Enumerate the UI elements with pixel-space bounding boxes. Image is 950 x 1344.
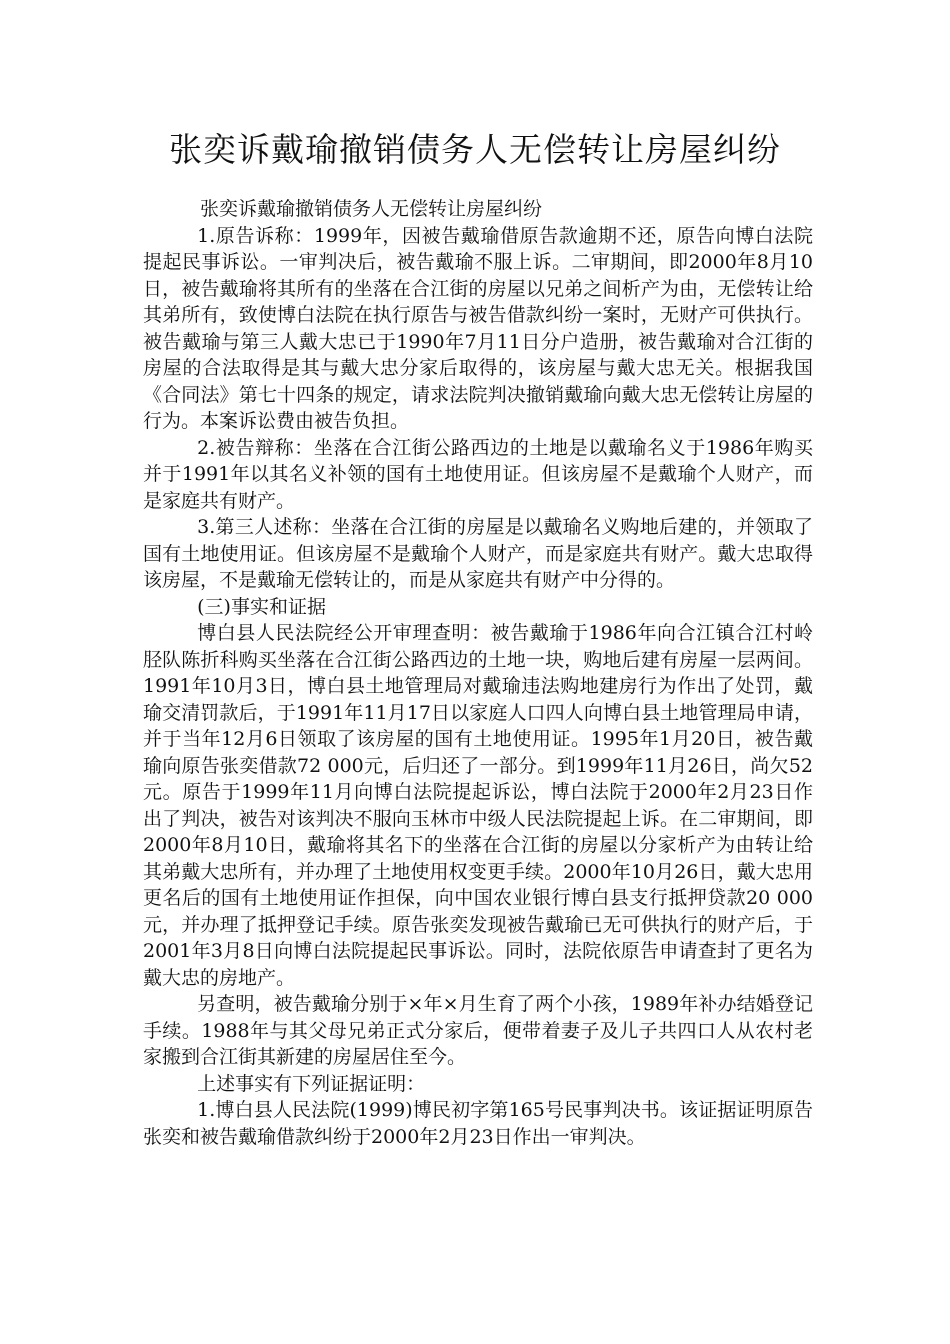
paragraph-defendant-defense: 2.被告辩称：坐落在合江街公路西边的土地是以戴瑜名义于1986年购买并于1991年以其名义补领的国有土地使用证。但该房屋不是戴瑜个人财产，而是家庭共有财产。 xyxy=(143,436,813,512)
document-body xyxy=(143,196,813,1150)
paragraph-court-findings: 博白县人民法院经公开审理查明：被告戴瑜于1986年向合江镇合江村岭胫队陈折科购买坐落在合江街公路西边的土地一块，购地后建有房屋一层两间。1991年10月3日，博白县土地管理局对戴瑜违法购地建房行为作出了处罚，戴瑜交清罚款后，于1991年11月17日以家庭人口四人向博白县土地管理局申请，并于当年12月6日领取了该房屋的国有土地使用证。1995年1月20日，被告戴瑜向原告张奕借款72 000元，后归还了一部分。到1999年11月26日，尚欠52 元。原告于1999年11月向博白法院提起诉讼，博白法院于2000年2月23日作出了判决，被告对该判决不服向玉林市中级人民法院提起上诉。在二审期间，即2000年8月10日，戴瑜将其名下的坐落在合江街的房屋以分家析产为由转让给其弟戴大忠所有，并办理了土地使用权变更手续。2000年10月26日，戴大忠用更名后的国有土地使用证作担保，向中国农业银行博白县支行抵押贷款20 000元，并办理了抵押登记手续。原告张奕发现被告戴瑜已无可供执行的财产后，于2001年3月8日向博白法院提起民事诉讼。同时，法院依原告申请查封了更名为戴大忠的房地产。 xyxy=(143,622,813,989)
paragraph-evidence-item-1: 1.博白县人民法院(1999)博民初字第165号民事判决书。该证据证明原告张奕和被告戴瑜借款纠纷于2000年2月23日作出一审判决。 xyxy=(143,1099,813,1148)
paragraph-third-party-statement: 3.第三人述称：坐落在合江街的房屋是以戴瑜名义购地后建的，并领取了国有土地使用证。但该房屋不是戴瑜个人财产，而是家庭共有财产。戴大忠取得该房屋，不是戴瑜无偿转让的，而是从家庭共有财产中分得的。 xyxy=(143,516,813,591)
paragraph-evidence-intro: 上述事实有下列证据证明： xyxy=(197,1072,426,1095)
paragraph-subtitle: 张奕诉戴瑜撤销债务人无偿转让房屋纠纷 xyxy=(200,198,543,220)
paragraph-additional-findings: 另查明，被告戴瑜分别于×年×月生育了两个小孩，1989年补办结婚登记手续。1988年与其父母兄弟正式分家后，便带着妻子及儿子共四口人从农村老家搬到合江街其新建的房屋居住至今。 xyxy=(143,993,813,1068)
section-heading-facts-evidence: (三)事实和证据 xyxy=(197,595,326,618)
paragraph-plaintiff-claim: 1.原告诉称：1999年，因被告戴瑜借原告款逾期不还，原告向博白法院提起民事诉讼。一审判决后，被告戴瑜不服上诉。二审期间，即2000年8月10日，被告戴瑜将其所有的坐落在合江街的房屋以兄弟之间析产为由，无偿转让给其弟所有，致使博白法院在执行原告与被告借款纠纷一案时，无财产可供执行。被告戴瑜与第三人戴大忠已于1990年7月11日分户造册，被告戴瑜对合江街的房屋的合法取得是其与戴大忠分家后取得的，该房屋与戴大忠无关。根据我国《合同法》第七十四条的规定，请求法院判决撤销戴瑜向戴大忠无偿转让房屋的行为。本案诉讼费由被告负担。 xyxy=(143,224,813,432)
document-title: 张奕诉戴瑜撤销债务人无偿转让房屋纠纷 xyxy=(169,130,781,169)
